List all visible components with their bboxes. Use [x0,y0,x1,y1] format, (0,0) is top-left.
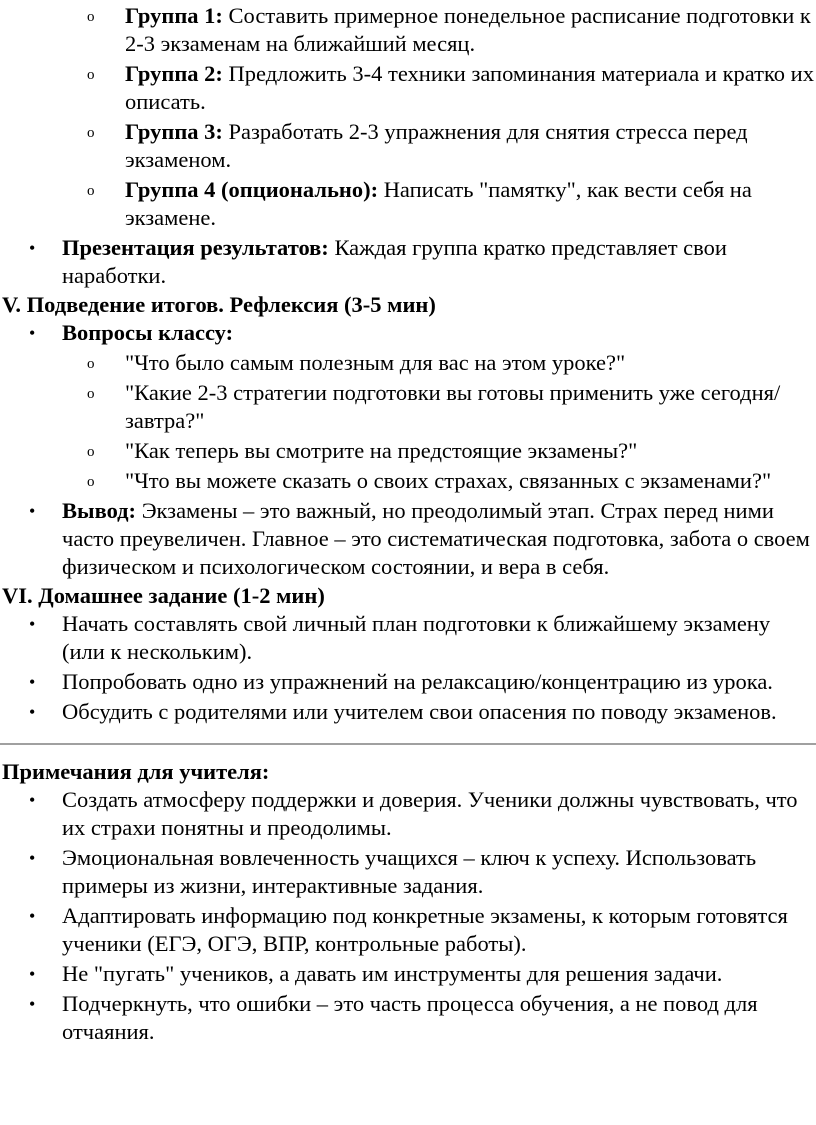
circle-bullet-icon: o [87,356,95,372]
bullet-icon: • [29,501,36,521]
presentation-text: Каждая группа кратко представляет свои наработки. [62,235,727,288]
group-text: Составить примерное понедельное расписание подготовки к 2-3 экзаменам на ближайший месяц. [125,3,811,56]
question-text: "Что было самым полезным для вас на этом уроке?" [125,350,626,375]
list-item-homework [29,698,816,726]
group-text: Написать "памятку", как вести себя на экзамене. [125,177,752,230]
questions-list [0,349,816,495]
presentation-list [0,234,816,290]
group-tasks-list [0,2,816,232]
group-label: Группа 3: [125,119,223,144]
section-5-title: V. Подведение итогов. Рефлексия (3-5 мин) [2,292,436,317]
list-item-conclusion [29,497,816,581]
bullet-icon: • [29,614,36,634]
homework-text: Обсудить с родителями или учителем свои опасения по поводу экзаменов. [62,699,777,724]
list-item-questions [29,319,816,347]
question-text: "Что вы можете сказать о своих страхах, связанных с экзаменами?" [125,468,772,493]
list-item-question [87,437,816,465]
bullet-icon: • [29,238,36,258]
group-label: Группа 4 (опционально): [125,177,379,202]
bullet-icon: • [29,906,36,926]
list-item-note [29,990,816,1046]
questions-label: Вопросы классу: [62,320,234,345]
conclusion-text: Экзамены – это важный, но преодолимый этап. Страх перед ними часто преувеличен. Главное – это систематическая подготовка, забота о своем физическом и психологическом состоянии, и вера в себя. [62,498,810,579]
circle-bullet-icon: o [87,9,95,25]
list-item-group-3 [87,118,816,174]
note-text: Эмоциональная вовлеченность учащихся – ключ к успеху. Использовать примеры из жизни, интерактивные задания. [62,845,757,898]
bullet-icon: • [29,672,36,692]
list-item-note [29,844,816,900]
list-item-presentation [29,234,816,290]
list-item-homework [29,668,816,696]
list-item-note [29,902,816,958]
homework-text: Начать составлять свой личный план подготовки к ближайшему экзамену (или к нескольким). [62,611,771,664]
note-text: Создать атмосферу поддержки и доверия. Ученики должны чувствовать, что их страхи понятны и преодолимы. [62,787,798,840]
group-text: Предложить 3-4 техники запоминания материала и кратко их описать. [125,61,814,114]
bullet-icon: • [29,702,36,722]
notes-title: Примечания для учителя: [2,759,270,784]
list-item-note [29,786,816,842]
group-label: Группа 2: [125,61,223,86]
note-text: Адаптировать информацию под конкретные экзамены, к которым готовятся ученики (ЕГЭ, ОГЭ, ВПР, контрольные работы). [62,903,788,956]
conclusion-list [0,497,816,581]
list-item-group-4 [87,176,816,232]
bullet-icon: • [29,964,36,984]
circle-bullet-icon: o [87,444,95,460]
bullet-icon: • [29,848,36,868]
bullet-icon: • [29,790,36,810]
question-text: "Какие 2-3 стратегии подготовки вы готовы применить уже сегодня/завтра?" [125,380,781,433]
circle-bullet-icon: o [87,474,95,490]
list-item-note [29,960,816,988]
list-item-question [87,349,816,377]
homework-text: Попробовать одно из упражнений на релаксацию/концентрацию из урока. [62,669,773,694]
circle-bullet-icon: o [87,386,95,402]
bullet-icon: • [29,323,36,343]
list-item-homework [29,610,816,666]
group-label: Группа 1: [125,3,223,28]
homework-list [0,610,816,726]
notes-list [0,786,816,1046]
list-item-question [87,379,816,435]
section-5-list [0,319,816,347]
note-text: Не "пугать" учеников, а давать им инструменты для решения задачи. [62,961,723,986]
question-text: "Как теперь вы смотрите на предстоящие экзамены?" [125,438,638,463]
horizontal-divider [0,743,816,745]
circle-bullet-icon: o [87,125,95,141]
list-item-group-1 [87,2,816,58]
list-item-question [87,467,816,495]
circle-bullet-icon: o [87,67,95,83]
list-item-group-2 [87,60,816,116]
bullet-icon: • [29,994,36,1014]
group-text: Разработать 2-3 упражнения для снятия стресса перед экзаменом. [125,119,748,172]
presentation-label: Презентация результатов: [62,235,329,260]
note-text: Подчеркнуть, что ошибки – это часть процесса обучения, а не повод для отчаяния. [62,991,758,1044]
conclusion-label: Вывод: [62,498,137,523]
circle-bullet-icon: o [87,183,95,199]
section-6-title: VI. Домашнее задание (1-2 мин) [2,583,325,608]
